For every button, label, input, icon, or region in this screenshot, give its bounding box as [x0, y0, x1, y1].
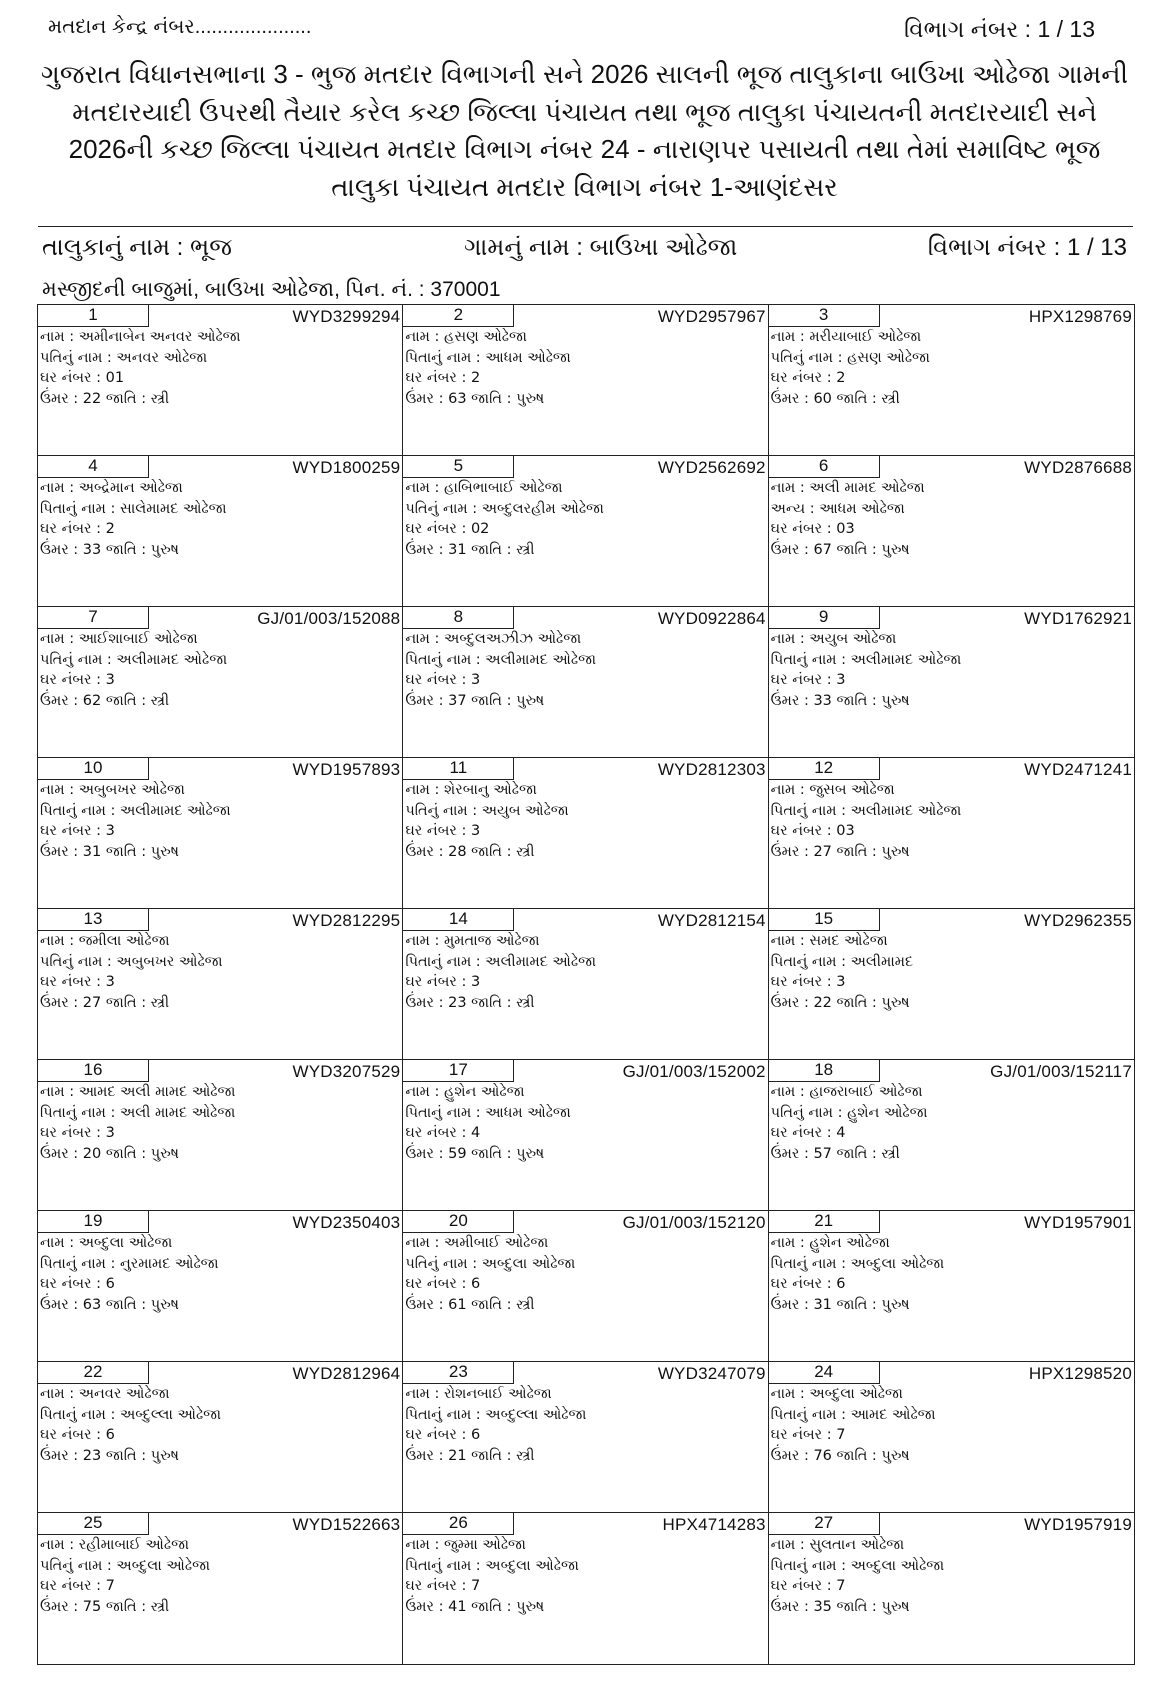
- voter-name: નામ : અમીનાબેન અનવર ઓઢેજા: [40, 329, 241, 345]
- polling-address: મસ્જીદની બાજુમાં, બાઉખા ઓઢેજા, પિન. નં. : 370001: [42, 278, 501, 301]
- voter-card: [403, 758, 768, 909]
- voter-house-number: ઘર નંબર : 3: [405, 974, 481, 990]
- voter-details: [40, 629, 227, 711]
- voter-house-number: ઘર નંબર : 2: [405, 370, 481, 386]
- voter-age-gender: ઉંમર : 22 જાતિ : પુરુષ: [770, 994, 910, 1011]
- voter-card: [403, 1211, 768, 1362]
- voter-serial: 2: [403, 305, 514, 327]
- voter-details: [405, 1535, 579, 1617]
- voter-age-gender: ઉંમર : 63 જાતિ : પુરુષ: [405, 390, 545, 407]
- voter-details: [771, 478, 925, 560]
- voter-house-number: ઘર નંબર : 3: [40, 672, 115, 688]
- voter-name: નામ : સમદ ઓઢેજા: [770, 933, 888, 949]
- voter-name: નામ : હુશેન ઓઢેજા: [405, 1084, 525, 1100]
- voter-house-number: ઘર નંબર : 3: [40, 974, 115, 990]
- voter-relation: પિતાનું નામ : અબ્દુલા ઓઢેજા: [770, 1557, 945, 1574]
- voter-house-number: ઘર નંબર : 6: [40, 1276, 115, 1292]
- voter-card: [769, 909, 1134, 1060]
- voter-serial: 19: [38, 1211, 149, 1233]
- voter-relation: પતિનું નામ : અબુબખર ઓઢેજા: [40, 953, 223, 970]
- voter-relation: પિતાનું નામ : નુરમામદ ઓઢેજા: [40, 1255, 219, 1272]
- voter-house-number: ઘર નંબર : 3: [770, 672, 846, 688]
- voter-serial: 13: [38, 909, 149, 931]
- voter-card: [769, 1060, 1134, 1211]
- voter-card: [769, 1362, 1134, 1513]
- voter-age-gender: ઉંમર : 33 જાતિ : પુરુષ: [40, 541, 179, 558]
- voter-card: [769, 758, 1134, 909]
- voter-details: [40, 931, 223, 1013]
- voter-relation: પતિનું નામ : અયુબ ઓઢેજા: [405, 802, 569, 819]
- voter-details: [771, 629, 962, 711]
- voter-house-number: ઘર નંબર : 02: [405, 521, 490, 537]
- voter-name: નામ : હાજરાબાઈ ઓઢેજા: [770, 1084, 923, 1100]
- voter-epic-id: WYD2812154: [657, 911, 766, 930]
- part-number-top: વિભાગ નંબર : 1 / 13: [904, 16, 1095, 42]
- voter-house-number: ઘર નંબર : 4: [405, 1125, 481, 1141]
- voter-name: નામ : જુસબ ઓઢેજા: [770, 782, 895, 798]
- part-number: વિભાગ નંબર : 1 / 13: [927, 234, 1127, 261]
- voter-details: [771, 780, 962, 862]
- voter-relation: પિતાનું નામ : અલીમામદ ઓઢેજા: [405, 953, 597, 970]
- voter-name: નામ : અબ્દ્રેમાન ઓઢેજા: [40, 480, 183, 496]
- voter-epic-id: WYD1800259: [292, 458, 401, 477]
- voter-epic-id: WYD1957919: [1024, 1515, 1132, 1534]
- voter-relation: પતિનું નામ : હસણ ઓઢેજા: [770, 349, 930, 366]
- voter-serial: 20: [403, 1211, 514, 1233]
- voter-relation: પતિનું નામ : અબ્દુલા ઓઢેજા: [405, 1255, 576, 1272]
- voter-house-number: ઘર નંબર : 3: [405, 672, 481, 688]
- voter-epic-id: WYD3247079: [657, 1364, 766, 1383]
- voter-relation: પિતાનું નામ : અલીમામદ ઓઢેજા: [40, 802, 231, 819]
- header-divider: [38, 226, 1133, 227]
- voter-age-gender: ઉંમર : 37 જાતિ : પુરુષ: [405, 692, 545, 709]
- voter-details: [405, 1082, 571, 1164]
- voter-age-gender: ઉંમર : 41 જાતિ : પુરુષ: [405, 1598, 545, 1615]
- voter-house-number: ઘર નંબર : 6: [405, 1276, 481, 1292]
- voter-house-number: ઘર નંબર : 01: [40, 370, 125, 386]
- voter-card: [38, 456, 403, 607]
- voter-card: [403, 1513, 768, 1664]
- voter-card: [769, 607, 1134, 758]
- voter-age-gender: ઉંમર : 31 જાતિ : પુરુષ: [770, 1296, 910, 1313]
- voter-epic-id: GJ/01/003/152120: [622, 1213, 766, 1232]
- voter-age-gender: ઉંમર : 67 જાતિ : પુરુષ: [770, 541, 910, 558]
- voter-relation: પિતાનું નામ : અલીમામદ ઓઢેજા: [770, 651, 962, 668]
- voter-details: [405, 478, 604, 560]
- voter-card: [769, 1211, 1134, 1362]
- voter-serial: 10: [38, 758, 149, 780]
- voter-serial: 25: [38, 1513, 149, 1535]
- voter-card: [769, 456, 1134, 607]
- voter-age-gender: ઉંમર : 59 જાતિ : પુરુષ: [405, 1145, 545, 1162]
- voter-details: [40, 1082, 235, 1164]
- voter-serial: 6: [769, 456, 880, 478]
- voter-age-gender: ઉંમર : 21 જાતિ : સ્ત્રી: [405, 1447, 535, 1464]
- voter-relation: અન્ય : આધમ ઓઢેજા: [770, 500, 905, 517]
- polling-center-label: મતદાન કેન્દ્ર નંબર.....................: [48, 16, 312, 38]
- voter-epic-id: WYD1762921: [1024, 609, 1132, 628]
- voter-epic-id: GJ/01/003/152002: [622, 1062, 766, 1081]
- voter-epic-id: WYD2812964: [292, 1364, 401, 1383]
- voter-serial: 18: [769, 1060, 880, 1082]
- voter-age-gender: ઉંમર : 22 જાતિ : સ્ત્રી: [40, 390, 170, 407]
- voter-name: નામ : મરીયાબાઈ ઓઢેજા: [770, 329, 922, 345]
- voter-relation: પિતાનું નામ : આધમ ઓઢેજા: [405, 1104, 571, 1121]
- voter-age-gender: ઉંમર : 63 જાતિ : પુરુષ: [40, 1296, 179, 1313]
- voter-epic-id: WYD1957901: [1024, 1213, 1132, 1232]
- voter-serial: 16: [38, 1060, 149, 1082]
- voter-serial: 23: [403, 1362, 514, 1384]
- voter-epic-id: WYD3299294: [292, 307, 401, 326]
- voter-house-number: ઘર નંબર : 7: [770, 1578, 846, 1594]
- voter-house-number: ઘર નંબર : 2: [40, 521, 115, 537]
- voter-house-number: ઘર નંબર : 6: [405, 1427, 481, 1443]
- voter-details: [40, 1384, 221, 1466]
- voter-serial: 15: [769, 909, 880, 931]
- voter-epic-id: WYD3207529: [292, 1062, 401, 1081]
- voter-house-number: ઘર નંબર : 3: [40, 1125, 115, 1141]
- voter-relation: પતિનું નામ : અનવર ઓઢેજા: [40, 349, 208, 366]
- voter-age-gender: ઉંમર : 76 જાતિ : પુરુષ: [770, 1447, 910, 1464]
- voter-serial: 11: [403, 758, 514, 780]
- voter-serial: 22: [38, 1362, 149, 1384]
- voter-house-number: ઘર નંબર : 3: [770, 974, 846, 990]
- voter-relation: પિતાનું નામ : સાલેમામદ ઓઢેજા: [40, 500, 227, 517]
- voter-age-gender: ઉંમર : 61 જાતિ : સ્ત્રી: [405, 1296, 535, 1313]
- voter-name: નામ : હસણ ઓઢેજા: [405, 329, 527, 345]
- voter-name: નામ : જુમ્મા ઓઢેજા: [405, 1537, 526, 1553]
- voter-serial: 4: [38, 456, 149, 478]
- voter-epic-id: HPX1298520: [1028, 1364, 1132, 1383]
- voter-relation: પતિનું નામ : અબ્દુલા ઓઢેજા: [40, 1557, 210, 1574]
- voter-card: [38, 1060, 403, 1211]
- voter-serial: 24: [769, 1362, 880, 1384]
- voter-details: [405, 327, 571, 409]
- voter-epic-id: WYD1522663: [292, 1515, 401, 1534]
- voter-relation: પિતાનું નામ : અબ્દુલ્લા ઓઢેજા: [405, 1406, 587, 1423]
- voter-name: નામ : અબ્દુલઅઝીઝ ઓઢેજા: [405, 631, 582, 647]
- voter-name: નામ : રહીમાબાઈ ઓઢેજા: [40, 1537, 190, 1553]
- voter-epic-id: WYD2876688: [1024, 458, 1132, 477]
- voter-relation: પિતાનું નામ : અલીમામદ ઓઢેજા: [405, 651, 597, 668]
- voter-details: [40, 327, 241, 409]
- voter-serial: 21: [769, 1211, 880, 1233]
- voter-name: નામ : અબ્દુલા ઓઢેજા: [770, 1386, 903, 1402]
- voter-details: [405, 1384, 586, 1466]
- voter-epic-id: WYD2957967: [657, 307, 766, 326]
- voter-card: [403, 305, 768, 456]
- voter-age-gender: ઉંમર : 62 જાતિ : સ્ત્રી: [40, 692, 170, 709]
- voter-age-gender: ઉંમર : 33 જાતિ : પુરુષ: [770, 692, 910, 709]
- voter-relation: પિતાનું નામ : આમદ ઓઢેજા: [770, 1406, 936, 1423]
- taluka-name: તાલુકાનું નામ : ભૂજ: [42, 234, 232, 261]
- voter-name: નામ : હુશેન ઓઢેજા: [770, 1235, 890, 1251]
- voter-name: નામ : અમીબાઈ ઓઢેજા: [405, 1235, 549, 1251]
- voter-age-gender: ઉંમર : 23 જાતિ : સ્ત્રી: [405, 994, 535, 1011]
- voter-relation: પતિનું નામ : હુશેન ઓઢેજા: [770, 1104, 928, 1121]
- voter-name: નામ : આમદ અલી મામદ ઓઢેજા: [40, 1084, 236, 1100]
- voter-house-number: ઘર નંબર : 03: [770, 521, 855, 537]
- voter-house-number: ઘર નંબર : 7: [40, 1578, 115, 1594]
- voter-details: [40, 780, 231, 862]
- voter-name: નામ : અનવર ઓઢેજા: [40, 1386, 170, 1402]
- voter-details: [405, 629, 596, 711]
- voter-name: નામ : શેરબાનુ ઓઢેજા: [405, 782, 537, 798]
- voter-age-gender: ઉંમર : 20 જાતિ : પુરુષ: [40, 1145, 179, 1162]
- voter-details: [405, 931, 596, 1013]
- voter-house-number: ઘર નંબર : 3: [405, 823, 481, 839]
- voter-details: [771, 1384, 936, 1466]
- voter-name: નામ : હાબિભાબાઈ ઓઢેજા: [405, 480, 563, 496]
- voter-house-number: ઘર નંબર : 4: [770, 1125, 846, 1141]
- voter-serial: 27: [769, 1513, 880, 1535]
- voter-name: નામ : અલી મામદ ઓઢેજા: [770, 480, 925, 496]
- voter-age-gender: ઉંમર : 23 જાતિ : પુરુષ: [40, 1447, 179, 1464]
- meta-row: [42, 234, 1127, 266]
- voter-card: [403, 909, 768, 1060]
- voter-details: [771, 1082, 928, 1164]
- voter-serial: 17: [403, 1060, 514, 1082]
- voter-age-gender: ઉંમર : 57 જાતિ : સ્ત્રી: [770, 1145, 900, 1162]
- voter-card: [38, 1513, 403, 1664]
- voter-epic-id: WYD2962355: [1024, 911, 1132, 930]
- voter-relation: પિતાનું નામ : અલી મામદ ઓઢેજા: [40, 1104, 236, 1121]
- voter-card: [403, 607, 768, 758]
- voter-name: નામ : આઈશાબાઈ ઓઢેજા: [40, 631, 198, 647]
- voter-card: [38, 758, 403, 909]
- voter-serial: 8: [403, 607, 514, 629]
- voter-epic-id: WYD2812295: [292, 911, 401, 930]
- voter-details: [771, 327, 930, 409]
- voter-card: [769, 305, 1134, 456]
- voter-house-number: ઘર નંબર : 7: [405, 1578, 481, 1594]
- voter-house-number: ઘર નંબર : 7: [770, 1427, 846, 1443]
- voter-serial: 14: [403, 909, 514, 931]
- voter-epic-id: WYD2471241: [1024, 760, 1132, 779]
- voter-details: [771, 1535, 945, 1617]
- voter-serial: 26: [403, 1513, 514, 1535]
- voter-relation: પિતાનું નામ : અલીમામદ: [770, 953, 914, 970]
- voter-serial: 3: [769, 305, 880, 327]
- voter-details: [40, 1233, 219, 1315]
- voter-age-gender: ઉંમર : 31 જાતિ : પુરુષ: [40, 843, 179, 860]
- voter-age-gender: ઉંમર : 35 જાતિ : પુરુષ: [770, 1598, 910, 1615]
- top-line: [48, 16, 1121, 46]
- voter-card: [38, 1362, 403, 1513]
- voter-serial: 1: [38, 305, 149, 327]
- voter-name: નામ : સુલતાન ઓઢેજા: [770, 1537, 905, 1553]
- voter-epic-id: HPX4714283: [662, 1515, 766, 1534]
- voter-name: નામ : જમીલા ઓઢેજા: [40, 933, 170, 949]
- voter-age-gender: ઉંમર : 27 જાતિ : સ્ત્રી: [40, 994, 170, 1011]
- voter-name: નામ : અબ્દુલા ઓઢેજા: [40, 1235, 173, 1251]
- voter-card: [38, 607, 403, 758]
- voter-card: [403, 456, 768, 607]
- voter-age-gender: ઉંમર : 75 જાતિ : સ્ત્રી: [40, 1598, 170, 1615]
- voter-house-number: ઘર નંબર : 6: [40, 1427, 115, 1443]
- voter-card: [403, 1362, 768, 1513]
- voter-age-gender: ઉંમર : 28 જાતિ : સ્ત્રી: [405, 843, 535, 860]
- voter-house-number: ઘર નંબર : 3: [40, 823, 115, 839]
- voter-epic-id: WYD2562692: [657, 458, 766, 477]
- document-title: ગુજરાત વિધાનસભાના 3 - ભુજ મતદાર વિભાગની સને 2026 સાલની ભૂજ તાલુકાના બાઉખા ઓઢેજા ગામની મતદારયાદી ઉપરથી તૈયાર કરેલ કચ્છ જિલ્લા પંચાયત તથા ભૂજ તાલુકા પંચાયતની મતદારયાદી સને 2026ની કચ્છ જિલ્લા પંચાયત મતદાર વિભાગ નંબર 24 - નારાણપર પસાયતી તથા તેમાં સમાવિષ્ટ ભૂજ તાલુકા પંચાયત મતદાર વિભાગ નંબર 1-આણંદસર: [40, 59, 1129, 202]
- voter-relation: પતિનું નામ : અબ્દુલરહીમ ઓઢેજા: [405, 500, 604, 517]
- voter-name: નામ : મુમતાજ ઓઢેજા: [405, 933, 540, 949]
- voter-serial: 5: [403, 456, 514, 478]
- village-name: ગામનું નામ : બાઉખા ઓઢેજા: [464, 234, 738, 261]
- voter-age-gender: ઉંમર : 31 જાતિ : સ્ત્રી: [405, 541, 535, 558]
- voter-name: નામ : રોશનબાઈ ઓઢેજા: [405, 1386, 552, 1402]
- voter-house-number: ઘર નંબર : 6: [770, 1276, 846, 1292]
- voter-details: [771, 1233, 945, 1315]
- voter-details: [405, 780, 568, 862]
- voter-details: [40, 1535, 210, 1617]
- voter-relation: પિતાનું નામ : અબ્દુલા ઓઢેજા: [405, 1557, 579, 1574]
- voter-epic-id: WYD0922864: [657, 609, 766, 628]
- voter-name: નામ : અયુબ ઓઢેજા: [770, 631, 897, 647]
- voter-serial: 7: [38, 607, 149, 629]
- voter-card: [38, 1211, 403, 1362]
- voter-age-gender: ઉંમર : 60 જાતિ : સ્ત્રી: [770, 390, 900, 407]
- voter-epic-id: WYD2812303: [657, 760, 766, 779]
- voter-details: [40, 478, 227, 560]
- voter-serial: 9: [769, 607, 880, 629]
- voter-relation: પિતાનું નામ : અબ્દુલ્લા ઓઢેજા: [40, 1406, 222, 1423]
- voter-serial: 12: [769, 758, 880, 780]
- voter-card: [38, 305, 403, 456]
- voter-card: [769, 1513, 1134, 1664]
- voter-relation: પિતાનું નામ : અલીમામદ ઓઢેજા: [770, 802, 962, 819]
- voter-house-number: ઘર નંબર : 2: [770, 370, 846, 386]
- voter-age-gender: ઉંમર : 27 જાતિ : પુરુષ: [770, 843, 910, 860]
- voter-relation: પતિનું નામ : અલીમામદ ઓઢેજા: [40, 651, 228, 668]
- voter-details: [771, 931, 914, 1013]
- voter-details: [405, 1233, 575, 1315]
- voter-name: નામ : અબુબખર ઓઢેજા: [40, 782, 185, 798]
- voter-epic-id: GJ/01/003/152117: [990, 1062, 1132, 1081]
- voter-epic-id: GJ/01/003/152088: [257, 609, 401, 628]
- voter-epic-id: WYD2350403: [292, 1213, 401, 1232]
- voter-epic-id: HPX1298769: [1028, 307, 1132, 326]
- voter-house-number: ઘર નંબર : 03: [770, 823, 855, 839]
- voter-card: [38, 909, 403, 1060]
- voter-grid: [37, 304, 1135, 1665]
- voter-relation: પિતાનું નામ : અબ્દુલા ઓઢેજા: [770, 1255, 945, 1272]
- voter-relation: પિતાનું નામ : આધમ ઓઢેજા: [405, 349, 571, 366]
- voter-epic-id: WYD1957893: [292, 760, 401, 779]
- voter-card: [403, 1060, 768, 1211]
